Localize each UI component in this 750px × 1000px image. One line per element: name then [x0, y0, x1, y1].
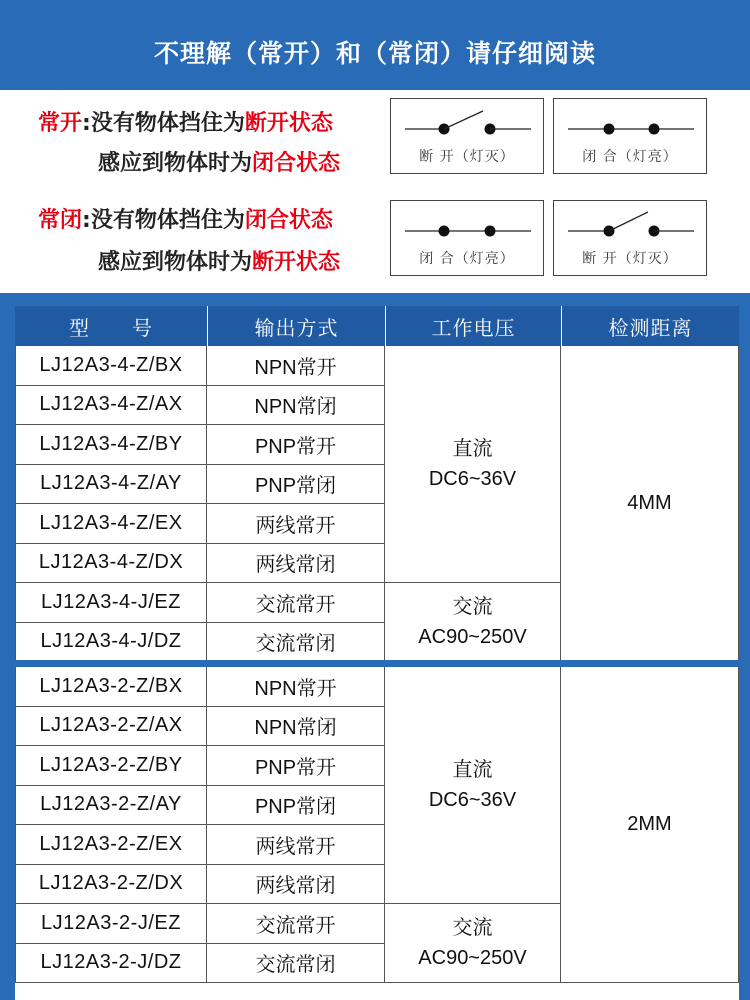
- nc-switch-open-diagram: [553, 200, 707, 276]
- dc-voltage-range: DC6~36V: [428, 789, 517, 811]
- table-cell-output: 交流常闭: [207, 623, 385, 663]
- table-cell-model: LJ12A3-4-J/EZ: [15, 583, 207, 623]
- table-cell-model: LJ12A3-4-Z/EX: [15, 504, 207, 544]
- ac-voltage-label: 交流: [452, 917, 493, 939]
- no-line1-state: 断开状态: [244, 111, 333, 136]
- switch-closed-diagram: [553, 98, 707, 174]
- table-cell-model: LJ12A3-4-Z/AY: [15, 465, 207, 505]
- table-cell-output: 交流常开: [207, 583, 385, 623]
- no-line-2: [98, 146, 340, 177]
- table-cell-output: 两线常闭: [207, 865, 385, 905]
- table-cell-model: LJ12A3-2-J/EZ: [15, 904, 207, 944]
- spec-table: [15, 306, 739, 1000]
- table-cell-output: PNP常开: [207, 425, 385, 465]
- group-separator: [15, 660, 739, 667]
- table-cell-model: LJ12A3-4-Z/AX: [15, 386, 207, 426]
- dc-voltage-label: 直流: [452, 759, 493, 781]
- ac-voltage-cell: [385, 904, 561, 983]
- no-line-1: [38, 106, 333, 137]
- header-distance: 检测距离: [561, 306, 739, 346]
- ac-voltage-cell: [385, 583, 561, 662]
- nc-switch-open-caption: 断 开（灯灭）: [582, 251, 678, 267]
- nc-line2-text: 感应到物体时为: [98, 250, 253, 275]
- detection-distance-cell: 2MM: [561, 667, 739, 983]
- table-cell-output: 两线常闭: [207, 544, 385, 584]
- table-cell-model: LJ12A3-4-Z/BX: [15, 346, 207, 386]
- nc-line-2: [98, 245, 340, 276]
- table-cell-model: LJ12A3-4-Z/BY: [15, 425, 207, 465]
- table-cell-output: 两线常开: [207, 825, 385, 865]
- dc-voltage-range: DC6~36V: [428, 468, 517, 490]
- header-model: 型 号: [15, 306, 207, 346]
- ac-voltage-label: 交流: [452, 596, 493, 618]
- table-cell-model: LJ12A3-2-J/DZ: [15, 944, 207, 984]
- header-output: 输出方式: [207, 306, 385, 346]
- table-cell-model: LJ12A3-4-J/DZ: [15, 623, 207, 663]
- table-cell-output: 两线常开: [207, 504, 385, 544]
- table-cell-model: LJ12A3-4-Z/DX: [15, 544, 207, 584]
- table-cell-model: LJ12A3-2-Z/BY: [15, 746, 207, 786]
- nc-switch-closed-caption: 闭 合（灯亮）: [419, 251, 515, 267]
- header-voltage: 工作电压: [385, 306, 561, 346]
- table-cell-output: NPN常闭: [207, 707, 385, 747]
- table-cell-output: NPN常开: [207, 667, 385, 707]
- table-cell-output: 交流常闭: [207, 944, 385, 984]
- ac-voltage-range: AC90~250V: [418, 947, 527, 969]
- page-title: 不理解（常开）和（常闭）请仔细阅读: [153, 39, 596, 68]
- switch-open-diagram: [390, 98, 544, 174]
- detection-distance-cell: 4MM: [561, 346, 739, 662]
- table-cell-model: LJ12A3-2-Z/DX: [15, 865, 207, 905]
- nc-line1-state: 闭合状态: [244, 208, 333, 233]
- table-cell-output: PNP常闭: [207, 465, 385, 505]
- nc-line-1: [38, 203, 333, 234]
- no-line2-text: 感应到物体时为: [98, 151, 253, 176]
- table-cell-output: PNP常开: [207, 746, 385, 786]
- table-cell-output: NPN常闭: [207, 386, 385, 426]
- table-cell-output: NPN常开: [207, 346, 385, 386]
- table-cell-output: 交流常开: [207, 904, 385, 944]
- nc-label: 常闭: [38, 208, 83, 233]
- explain-panel: [0, 90, 750, 293]
- no-line2-state: 闭合状态: [252, 151, 341, 176]
- no-label: 常开: [38, 111, 83, 136]
- table-cell-model: LJ12A3-2-Z/AY: [15, 786, 207, 826]
- table-cell-model: LJ12A3-2-Z/AX: [15, 707, 207, 747]
- dc-voltage-cell: [385, 667, 561, 904]
- table-cell-model: LJ12A3-2-Z/EX: [15, 825, 207, 865]
- nc-line2-state: 断开状态: [252, 250, 341, 275]
- dc-voltage-label: 直流: [452, 438, 493, 460]
- dc-voltage-cell: [385, 346, 561, 583]
- switch-open-caption: 断 开（灯灭）: [419, 149, 515, 165]
- header-band: [0, 0, 750, 90]
- table-cell-output: PNP常闭: [207, 786, 385, 826]
- nc-line1-text: :没有物体挡住为: [82, 208, 245, 233]
- switch-closed-caption: 闭 合（灯亮）: [582, 149, 678, 165]
- ac-voltage-range: AC90~250V: [418, 626, 527, 648]
- no-line1-text: :没有物体挡住为: [82, 111, 245, 136]
- nc-switch-closed-diagram: [390, 200, 544, 276]
- table-cell-model: LJ12A3-2-Z/BX: [15, 667, 207, 707]
